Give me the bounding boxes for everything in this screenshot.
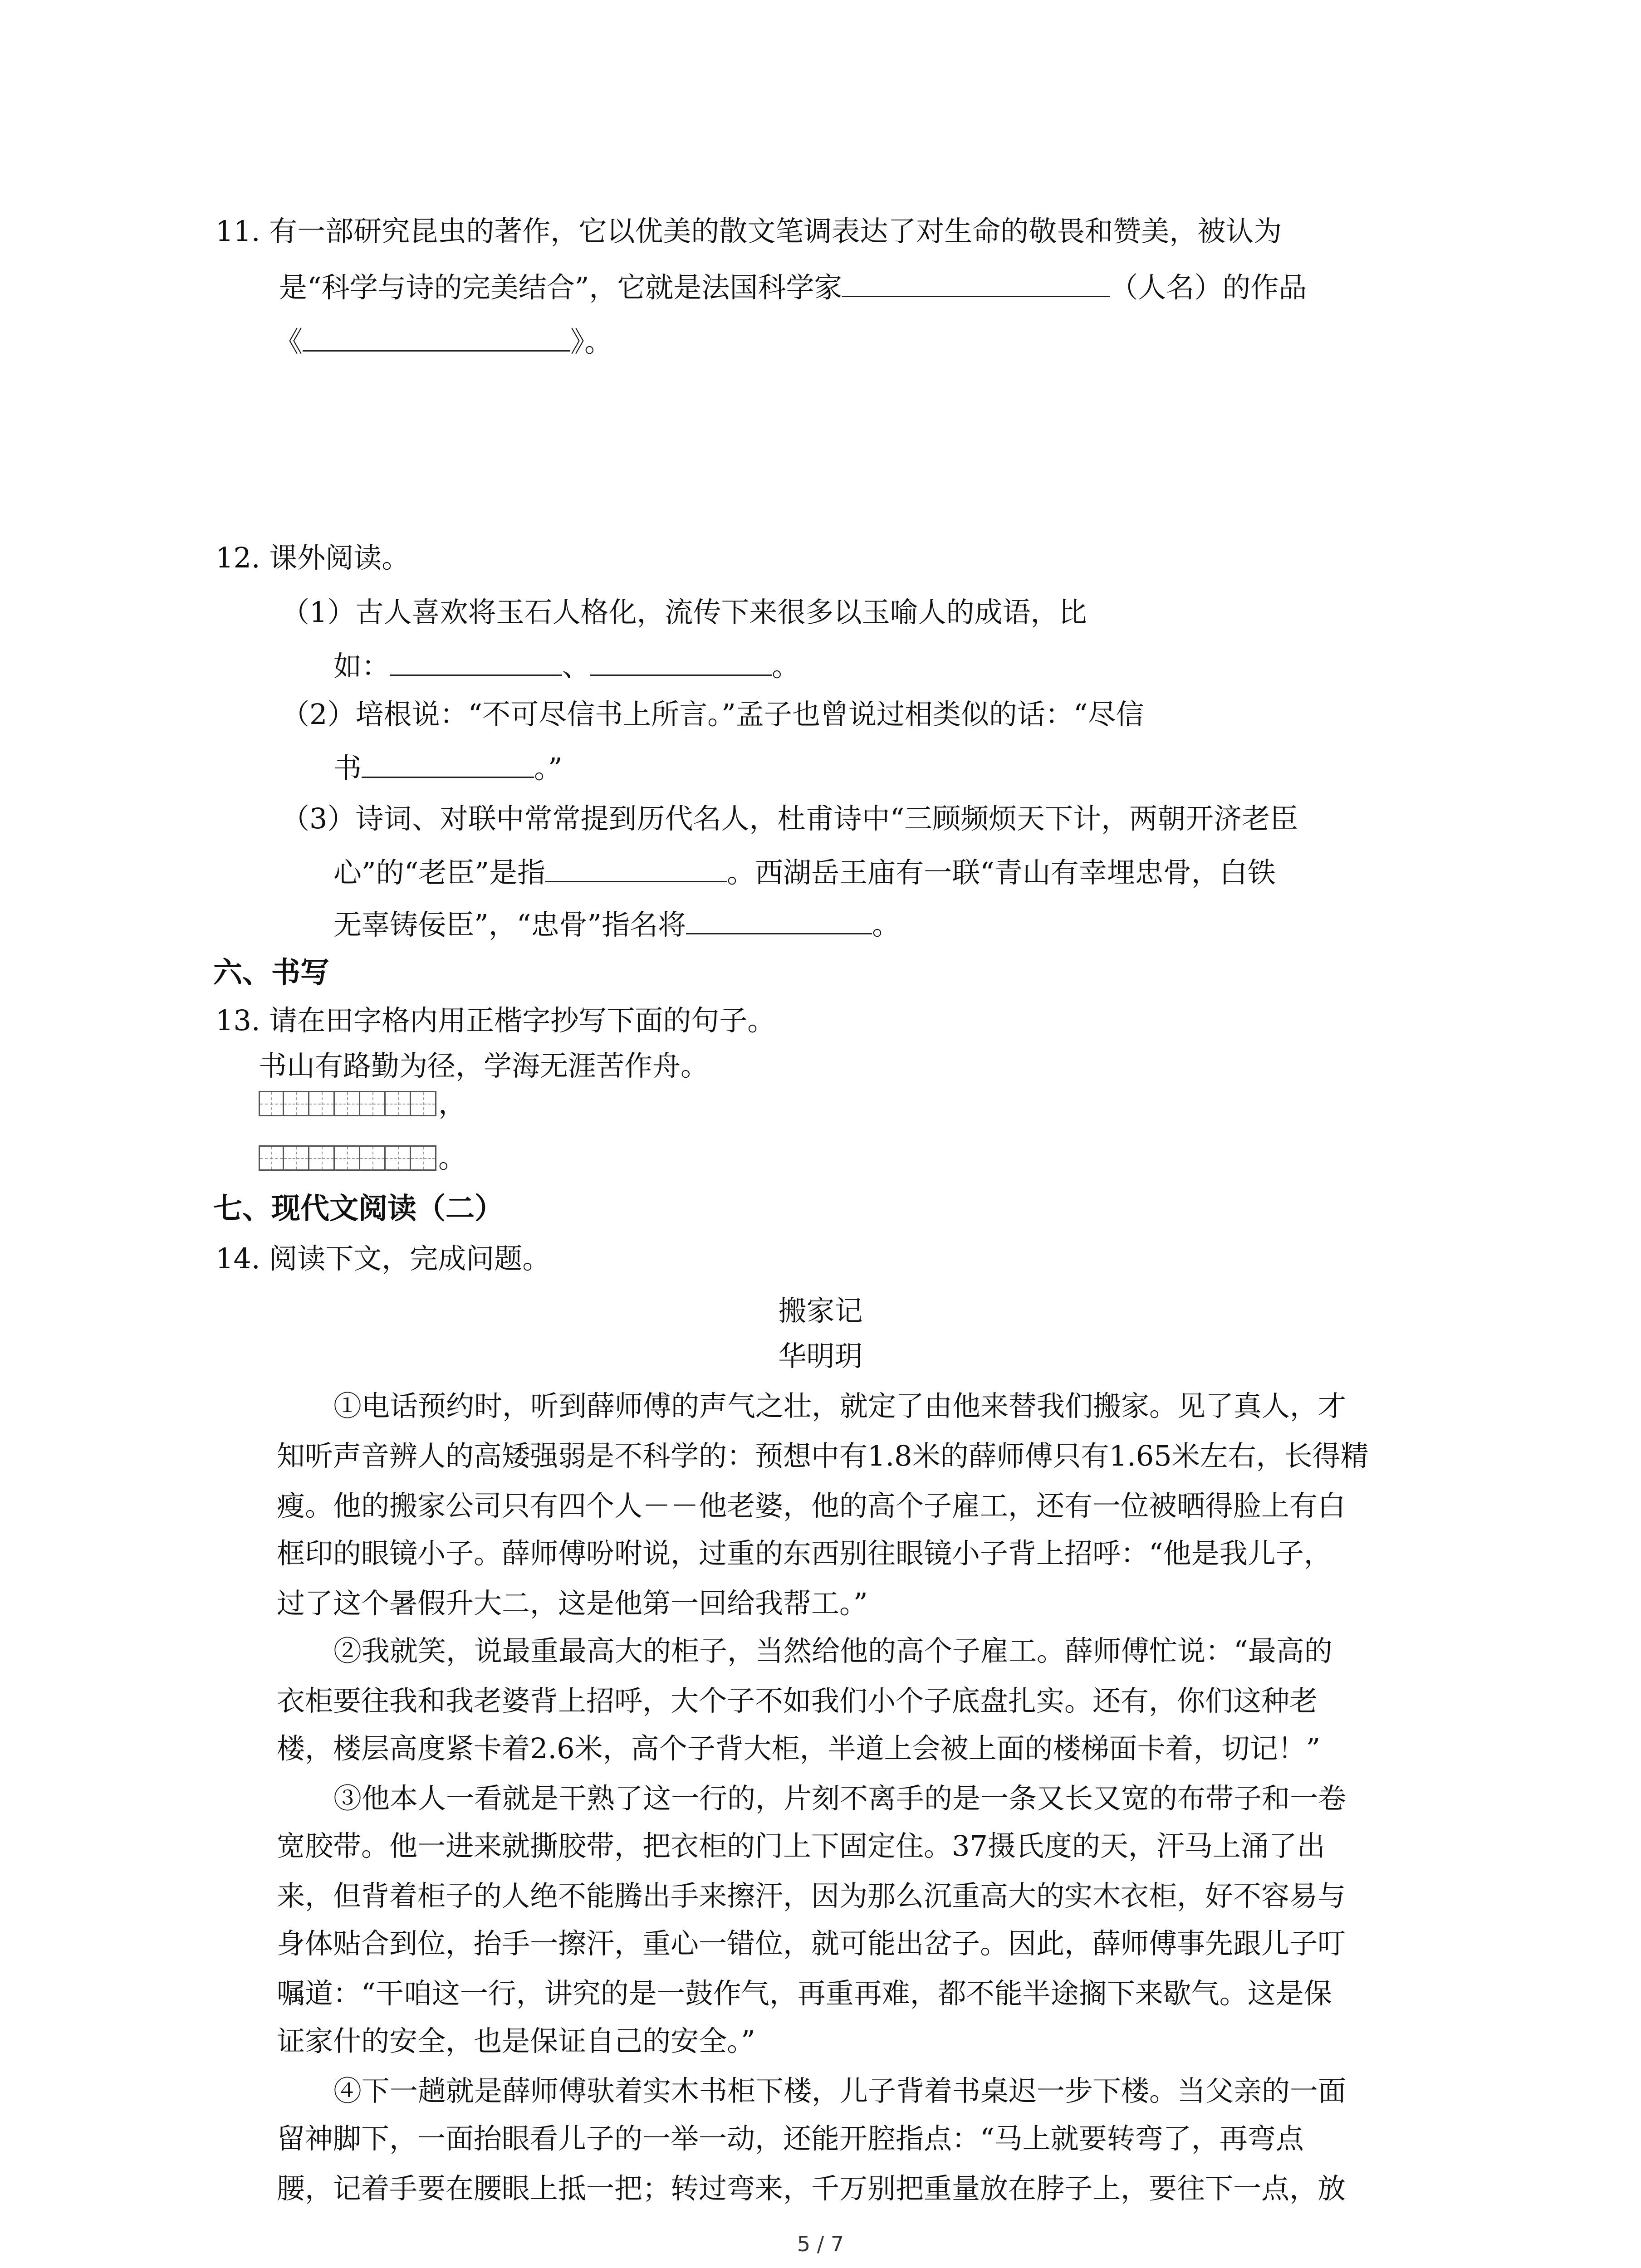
q12-p3-text-b: 。西湖岳王庙有一联“青山有幸埋忠骨，白铁 xyxy=(727,856,1276,889)
tianzige-cell[interactable] xyxy=(259,1091,284,1116)
section7-heading: 七、现代文阅读（二） xyxy=(213,1192,504,1226)
section6-heading: 六、书写 xyxy=(213,956,329,990)
page-number: 5 / 7 xyxy=(797,2232,844,2256)
article-line: 楼，楼层高度紧卡着2.6米，高个子背大柜，半道上会被上面的楼梯面卡着，切记！” xyxy=(277,1732,1321,1765)
q14-line1: 14. 阅读下文，完成问题。 xyxy=(216,1242,551,1275)
q13-line1: 13. 请在田字格内用正楷字抄写下面的句子。 xyxy=(216,1004,776,1037)
tianzige-cell[interactable] xyxy=(360,1091,386,1116)
old-minister-blank[interactable] xyxy=(545,853,727,882)
article-line: ②我就笑，说最重最高大的柜子，当然给他的高个子雇工。薛师傅忙说：“最高的 xyxy=(333,1634,1332,1667)
tianzige-cell[interactable] xyxy=(386,1145,411,1171)
q12-p3-text-a: 心”的“老臣”是指 xyxy=(333,856,546,889)
q12-p3-line2 xyxy=(333,853,1276,891)
q11-line2-text-a: 是“科学与诗的完美结合”，它就是法国科学家 xyxy=(279,271,843,304)
q11-line3-close: 》。 xyxy=(570,325,613,358)
article-line: ①电话预约时，听到薛师傅的声气之壮，就定了由他来替我们搬家。见了真人，才 xyxy=(333,1389,1347,1422)
tianzige-row-2 xyxy=(259,1141,467,1174)
article-line: 来，但背着柜子的人绝不能腾出手来擦汗，因为那么沉重高大的实木衣柜，好不容易与 xyxy=(277,1879,1346,1912)
q12-p2-text-a: 书 xyxy=(333,752,362,785)
row1-punctuation: ， xyxy=(438,1087,467,1120)
tianzige-row-1 xyxy=(259,1087,467,1120)
article-line: 知听声音辨人的高矮强弱是不科学的：预想中有1.8米的薛师傅只有1.65米左右，长得精 xyxy=(277,1439,1369,1472)
q12-p1-text-a: 如： xyxy=(333,650,390,683)
tianzige-cell[interactable] xyxy=(309,1091,335,1116)
article-line: 框印的眼镜小子。薛师傅吩咐说，过重的东西别往眼镜小子背上招呼：“他是我儿子， xyxy=(277,1537,1332,1570)
tianzige-cell[interactable] xyxy=(411,1145,436,1171)
q12-p3-line3 xyxy=(333,905,900,943)
article-line: 瘦。他的搬家公司只有四个人－－他老婆，他的高个子雇工，还有一位被晒得脸上有白 xyxy=(277,1489,1346,1522)
row2-punctuation: 。 xyxy=(438,1141,467,1174)
tianzige-cell[interactable] xyxy=(335,1145,360,1171)
article-line: 证家什的安全，也是保证自己的安全。” xyxy=(277,2024,755,2058)
q12-p3-line1: （3）诗词、对联中常常提到历代名人，杜甫诗中“三顾频烦天下计，两朝开济老臣 xyxy=(281,802,1298,835)
q12-p2-text-b: 。” xyxy=(534,752,563,785)
q12-p3-text-c: 无辜铸佞臣”，“忠骨”指名将 xyxy=(333,908,686,941)
tianzige-cell[interactable] xyxy=(284,1091,309,1116)
q11-line2-text-b: （人名）的作品 xyxy=(1110,271,1307,304)
tianzige-cell[interactable] xyxy=(309,1145,335,1171)
q13-sentence: 书山有路勤为径，学海无涯苦作舟。 xyxy=(259,1049,709,1082)
book-title-blank[interactable] xyxy=(303,322,570,352)
q11-line3-open: 《 xyxy=(274,325,303,358)
article-line: 宽胶带。他一进来就撕胶带，把衣柜的门上下固定住。37摄氏度的天，汗马上涌了出 xyxy=(277,1829,1325,1862)
q12-p2-line1: （2）培根说：“不可尽信书上所言。”孟子也曾说过相类似的话：“尽信 xyxy=(281,698,1144,731)
idiom-blank-2[interactable] xyxy=(590,646,772,676)
article-line: 衣柜要往我和我老婆背上招呼，大个子不如我们小个子底盘扎实。还有，你们这种老 xyxy=(277,1684,1318,1717)
article-title: 搬家记 xyxy=(778,1294,863,1327)
tianzige-cell[interactable] xyxy=(335,1091,360,1116)
tianzige-cell[interactable] xyxy=(386,1091,411,1116)
q12-p1-line1: （1）古人喜欢将玉石人格化，流传下来很多以玉喻人的成语，比 xyxy=(281,596,1087,629)
idiom-blank-1[interactable] xyxy=(390,646,562,676)
scientist-name-blank[interactable] xyxy=(842,268,1110,297)
tianzige-cell[interactable] xyxy=(284,1145,309,1171)
article-line: ④下一趟就是薛师傅驮着实木书柜下楼，儿子背着书桌迟一步下楼。当父亲的一面 xyxy=(333,2074,1347,2107)
article-author: 华明玥 xyxy=(778,1339,863,1373)
article-line: 腰，记着手要在腰眼上抵一把；转过弯来，千万别把重量放在脖子上，要往下一点，放 xyxy=(277,2172,1346,2205)
q12-p3-text-d: 。 xyxy=(872,908,901,941)
q11-line2 xyxy=(279,268,1307,306)
article-line: 嘱道：“干咱这一行，讲究的是一鼓作气，再重再难，都不能半途搁下来歇气。这是保 xyxy=(277,1977,1332,2010)
q12-p1-text-c: 。 xyxy=(772,650,800,683)
q11-line3 xyxy=(274,322,612,360)
tianzige-cell[interactable] xyxy=(360,1145,386,1171)
article-line: 留神脚下，一面抬眼看儿子的一举一动，还能开腔指点：“马上就要转弯了，再弯点 xyxy=(277,2122,1304,2155)
q11-line1: 11. 有一部研究昆虫的著作，它以优美的散文笔调表达了对生命的敬畏和赞美，被认为 xyxy=(216,215,1282,248)
q12-p1-line2 xyxy=(333,646,800,684)
article-line: 身体贴合到位，抬手一擦汗，重心一错位，就可能出岔子。因此，薛师傅事先跟儿子叮 xyxy=(277,1927,1346,1960)
tianzige-cell[interactable] xyxy=(259,1145,284,1171)
article-line: 过了这个暑假升大二，这是他第一回给我帮工。” xyxy=(277,1587,868,1620)
q12-p1-text-b: 、 xyxy=(562,650,591,683)
article-line: ③他本人一看就是干熟了这一行的，片刻不离手的是一条又长又宽的布带子和一卷 xyxy=(333,1782,1347,1815)
q12-p2-line2 xyxy=(333,748,563,787)
q12-title: 12. 课外阅读。 xyxy=(216,541,410,574)
tianzige-cell[interactable] xyxy=(411,1091,436,1116)
mencius-quote-blank[interactable] xyxy=(362,748,534,778)
general-name-blank[interactable] xyxy=(686,905,872,934)
